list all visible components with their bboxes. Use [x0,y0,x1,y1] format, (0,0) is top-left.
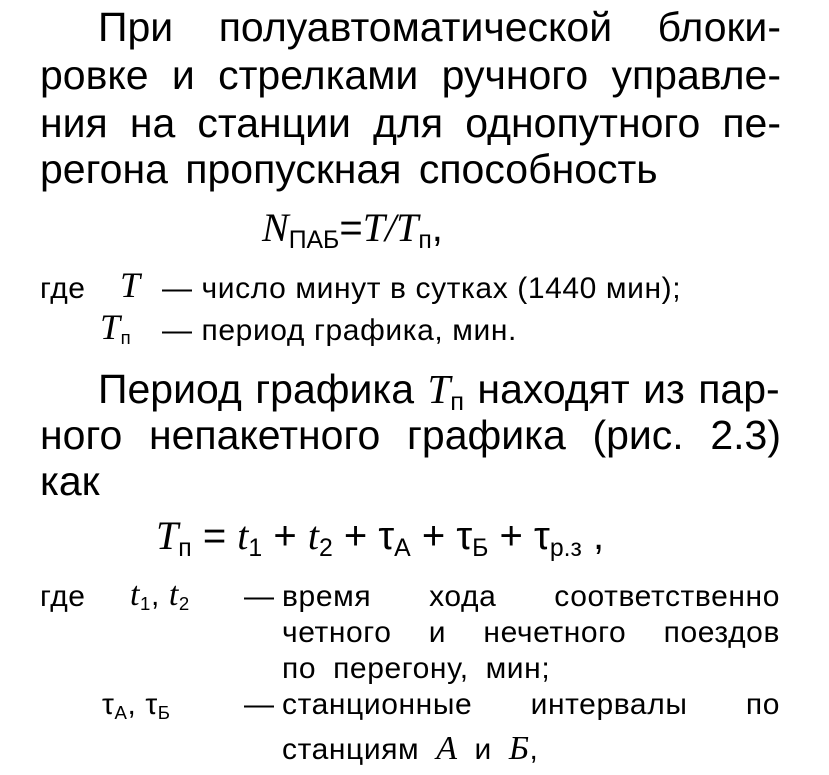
equals-sign: = [202,514,227,558]
def-symbol-t2: t [168,576,179,613]
symbol-tau-r: τ [534,514,550,558]
inline-symbol-T-subscript: п [450,388,465,417]
def-Tp-text: — период графика, мин. [162,314,517,347]
paragraph-1-line-1: При полуавтоматической блоки- [98,4,781,50]
symbol-T: T [362,205,385,250]
formula-throughput [262,206,443,256]
def-tau-line-2 [282,732,538,767]
paragraph-1-line-4: регона пропускная способность [40,146,658,192]
paragraph-1-line-2: ровке и стрелками ручного управле- [40,52,781,98]
paragraph-2 [0,360,829,504]
def-tau-line-1: станционные интервалы по [282,688,780,721]
symbol-T-subscript: п [178,534,192,562]
plus-sign: + [343,514,368,558]
plus-sign: + [421,514,446,558]
symbol-N-subscript: ПАБ [288,226,340,254]
def-symbol-t1-subscript: 1 [140,593,151,615]
symbol-tau-A: τ [378,514,395,558]
inline-symbol-T: T [427,366,451,412]
def-symbol-tau-B: τ [145,688,158,721]
symbol-N: N [262,205,289,250]
def-symbol-tau-A-subscript: А [114,702,128,724]
symbol-t1-subscript: 1 [248,534,263,562]
formula-comma: , [593,514,605,558]
formula-period [156,514,604,564]
symbol-t2: t [307,513,319,558]
def-symbol-Tp-subscript: п [120,327,132,349]
station-B: Б [508,730,530,767]
paragraph-1 [0,0,829,200]
paragraph-2-line-2: ного непакетного графика (рис. 2.3) [40,412,781,458]
def-symbol-Tp-T: T [100,307,121,347]
def-t-line-3: по перегону, мин; [282,652,551,685]
division-slash: / [384,205,397,250]
plus-sign: + [273,514,297,558]
def-symbol-tau-B-subscript: Б [157,702,171,724]
paragraph-2-line-1 [98,366,780,418]
symbol-tau-B: τ [456,514,473,558]
symbol-tau-r-subscript: р.з [549,534,582,562]
def-symbol-separator: , [127,688,137,721]
def-symbol-t2-subscript: 2 [178,593,190,615]
conjunction-and: и [474,733,492,766]
def-symbols-t [130,578,190,616]
def-symbol-Tp [100,307,132,350]
def-t-line-2: четного и нечетного поездов [282,616,780,649]
symbol-T: T [156,513,179,558]
def-tau-line-2-text: станциям [282,733,420,766]
symbol-T-period-subscript: п [418,226,432,254]
station-A: А [436,730,458,767]
where-label: где [40,272,86,305]
where-label: где [40,580,86,613]
formula-comma: , [431,206,443,250]
paragraph-2-line-1-start: Период графика [98,366,415,412]
symbol-t1: t [237,513,249,558]
equals-sign: = [339,206,363,250]
def-tau-end-comma: , [529,733,539,766]
def-dash: — [244,688,275,721]
def-symbol-t1: t [130,576,141,613]
symbol-tau-A-subscript: А [394,534,411,562]
symbol-t2-subscript: 2 [318,534,333,562]
def-symbols-tau [102,688,171,725]
paragraph-2-line-1-end: находят из пар- [477,366,780,412]
paragraph-2-line-3: как [40,458,100,504]
where-block-1 [0,265,829,349]
def-symbol-tau-A: τ [102,688,115,721]
def-t-line-1: время хода соответственно [282,580,780,613]
paragraph-1-line-3: ния на станции для однопутного пе- [40,100,781,146]
symbol-T-period: T [396,205,419,250]
def-symbol-T: T [120,265,141,305]
def-dash: — [244,580,275,613]
plus-sign: + [499,514,523,558]
symbol-tau-B-subscript: Б [472,534,489,562]
where-block-2 [0,576,829,775]
def-symbol-separator: , [151,579,160,612]
def-T-text: — число минут в сутках (1440 мин); [162,272,682,305]
